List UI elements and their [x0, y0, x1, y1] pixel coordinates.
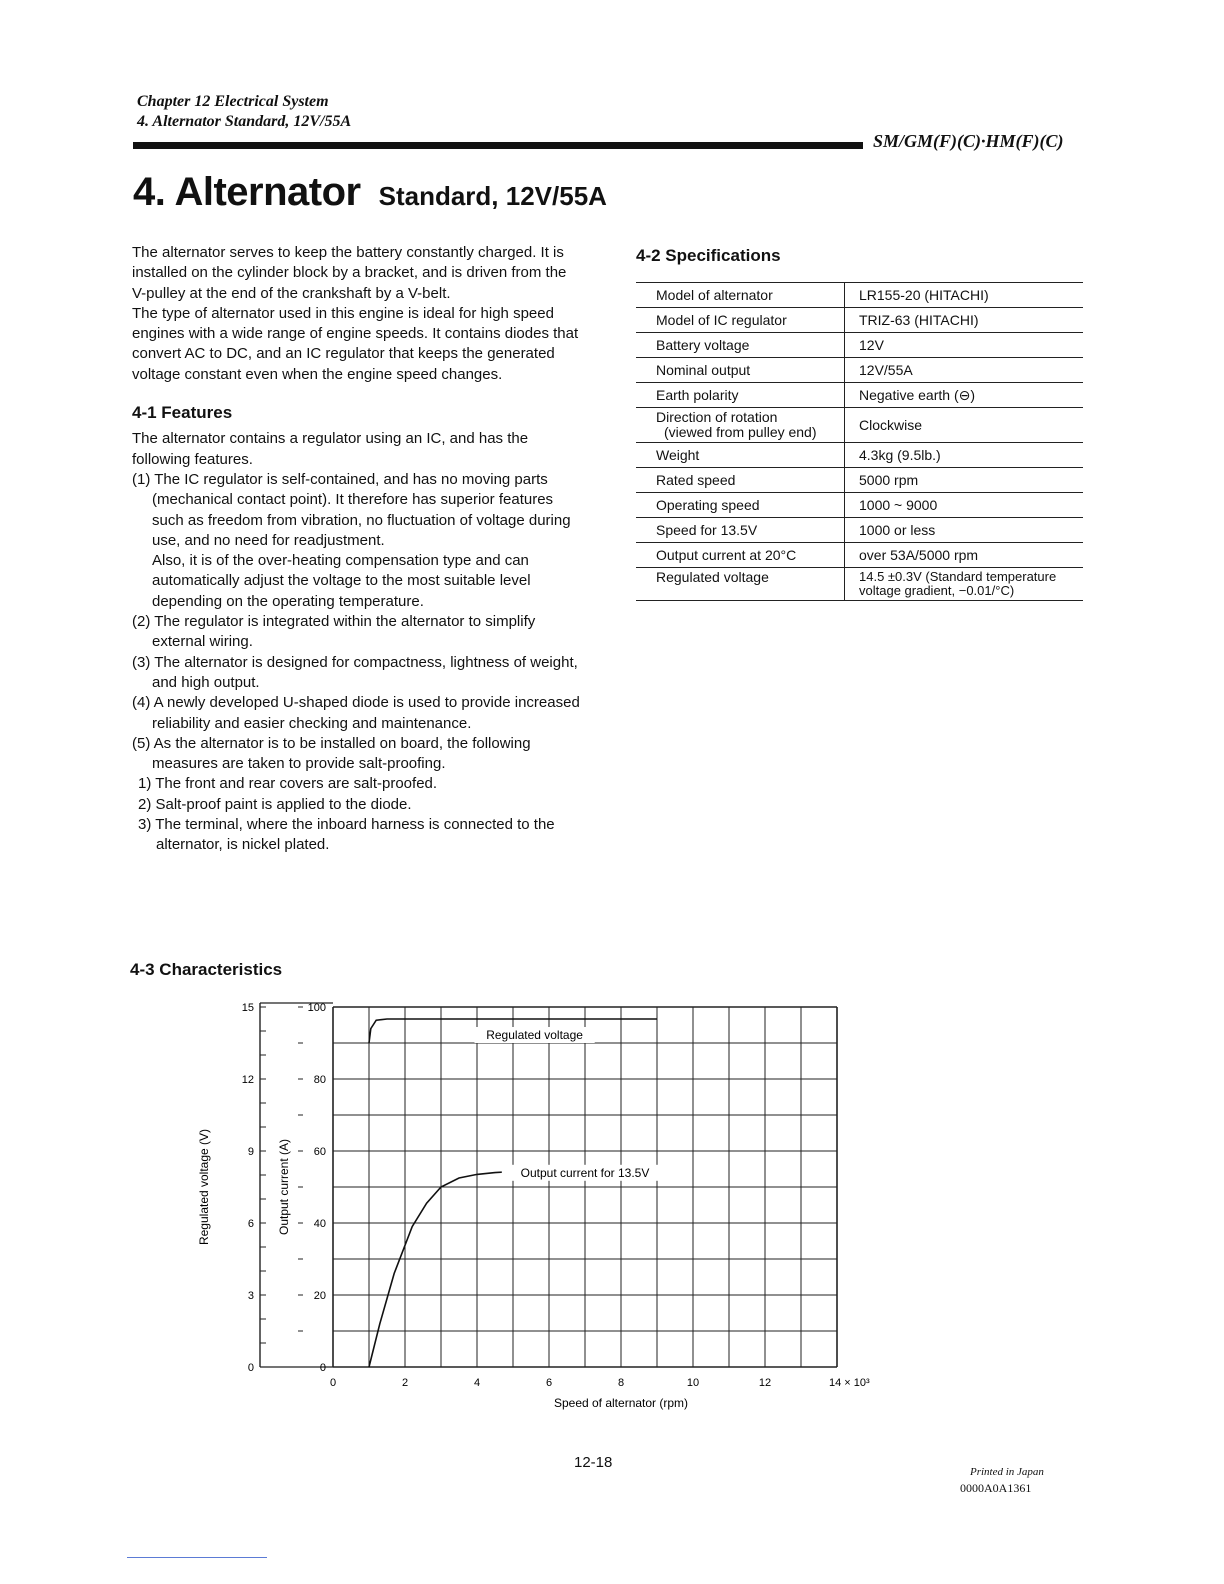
header-chapter: Chapter 12 Electrical System: [137, 93, 329, 110]
table-row: [636, 568, 1083, 601]
current-axis-label: Output current (A): [277, 1138, 291, 1236]
spec-value: 1000 or less: [845, 518, 1084, 543]
specs-table: [636, 282, 1083, 601]
current-tick-label: 80: [313, 1074, 326, 1086]
spec-key-note: (viewed from pulley end): [664, 424, 817, 440]
x-tick-label: 8: [617, 1377, 625, 1389]
spec-key: Speed for 13.5V: [636, 518, 845, 543]
table-row: [636, 408, 1083, 443]
feature-item: (5) As the alternator is to be installed on board, the following measures are taken to provide salt-proofing.: [132, 734, 531, 773]
table-row: [636, 383, 1083, 408]
spec-value: 5000 rpm: [845, 468, 1084, 493]
feature-item-continuation: Also, it is of the over-heating compensation type and can automatically adjust the voltage to the most suitable level depending on the operating temperature.: [152, 552, 531, 610]
table-row: [636, 543, 1083, 568]
footer-link-line: [127, 1557, 267, 1558]
spec-key: Model of IC regulator: [636, 308, 845, 333]
current-tick-label: 20: [313, 1290, 326, 1302]
spec-key: Nominal output: [636, 358, 845, 383]
printed-in: Printed in Japan: [970, 1466, 1044, 1478]
feature-item: (1) The IC regulator is self-contained, and has no moving parts (mechanical contact point). It therefore has superior features such as freedom from vibration, no fluctuation of voltage during use, and no need for readjustment.: [132, 470, 571, 549]
table-row: [636, 443, 1083, 468]
spec-key: Weight: [636, 443, 845, 468]
features-heading: 4-1 Features: [132, 403, 233, 423]
spec-value: Clockwise: [845, 408, 1084, 443]
voltage-tick-label: 12: [241, 1074, 254, 1086]
x-tick-label: 0: [329, 1377, 337, 1389]
series-label: Regulated voltage: [486, 1028, 583, 1042]
voltage-tick-label: 15: [241, 1002, 254, 1014]
spec-key: Battery voltage: [636, 333, 845, 358]
spec-value: over 53A/5000 rpm: [845, 543, 1084, 568]
x-tick-label: 14 × 10³: [829, 1377, 870, 1389]
spec-key: Output current at 20°C: [636, 543, 845, 568]
spec-key: Regulated voltage: [636, 568, 845, 601]
current-tick-label: 40: [313, 1218, 326, 1230]
table-row: [636, 283, 1083, 308]
table-row: [636, 308, 1083, 333]
feature-subitem: 3) The terminal, where the inboard harness is connected to the alternator, is nickel plated.: [138, 816, 555, 854]
table-row: [636, 333, 1083, 358]
model-code: SM/GM(F)(C)·HM(F)(C): [873, 131, 1064, 151]
x-tick-label: 4: [473, 1377, 481, 1389]
left-column: [132, 243, 582, 856]
header-chapter-block: [137, 92, 351, 132]
spec-key: Earth polarity: [636, 383, 845, 408]
spec-value: 12V/55A: [845, 358, 1084, 383]
voltage-tick-label: 3: [247, 1290, 254, 1302]
feature-item: (4) A newly developed U-shaped diode is used to provide increased reliability and easier checking and maintenance.: [132, 694, 580, 732]
feature-item: (3) The alternator is designed for compactness, lightness of weight, and high output.: [132, 653, 578, 691]
page-title: [133, 170, 607, 215]
specs-heading: 4-2 Specifications: [636, 246, 781, 265]
page-number: 12-18: [574, 1454, 613, 1471]
spec-value: 1000 ~ 9000: [845, 493, 1084, 518]
characteristics-heading: 4-3 Characteristics: [130, 960, 283, 979]
feature-subitem: 2) Salt-proof paint is applied to the diode.: [138, 795, 412, 813]
feature-subitem: 1) The front and rear covers are salt-proofed.: [138, 775, 438, 793]
spec-value: 4.3kg (9.5lb.): [845, 443, 1084, 468]
spec-value: Negative earth (⊖): [845, 383, 1084, 408]
title-main: 4. Alternator: [133, 170, 361, 214]
spec-value-multiline: [845, 568, 1084, 601]
table-row: [636, 358, 1083, 383]
document-serial: 0000A0A1361: [960, 1481, 1032, 1495]
current-tick-label: 0: [319, 1362, 326, 1374]
spec-value-note: voltage gradient, −0.01/°C): [859, 583, 1015, 598]
spec-key: Operating speed: [636, 493, 845, 518]
spec-key: Direction of rotation: [656, 409, 778, 425]
title-sub: Standard, 12V/55A: [378, 181, 607, 211]
spec-value: 14.5 ±0.3V (Standard temperature: [859, 569, 1057, 584]
voltage-tick-label: 6: [247, 1218, 254, 1230]
table-row: [636, 518, 1083, 543]
header-rule: [133, 142, 863, 149]
x-tick-label: 6: [545, 1377, 553, 1389]
voltage-axis-label: Regulated voltage (V): [197, 1128, 211, 1246]
spec-key-multiline: [636, 408, 845, 443]
voltage-tick-label: 0: [247, 1362, 254, 1374]
intro-paragraph: The type of alternator used in this engine is ideal for high speed engines with a wide range of engine speeds. It contains diodes that convert AC to DC, and an IC regulator that keeps the generated voltage constant even when the engine speed changes.: [132, 304, 579, 383]
spec-key: Model of alternator: [636, 283, 845, 308]
table-row: [636, 468, 1083, 493]
x-axis-label: Speed of alternator (rpm): [553, 1396, 689, 1410]
table-row: [636, 493, 1083, 518]
current-tick-label: 60: [313, 1146, 326, 1158]
features-lead: The alternator contains a regulator using an IC, and has the following features.: [132, 430, 529, 468]
series-label: Output current for 13.5V: [520, 1165, 650, 1180]
voltage-tick-label: 9: [247, 1146, 254, 1158]
characteristics-chart: [180, 990, 900, 1420]
feature-item: (2) The regulator is integrated within the alternator to simplify external wiring.: [132, 613, 536, 651]
spec-value: TRIZ-63 (HITACHI): [845, 308, 1084, 333]
header-section: 4. Alternator Standard, 12V/55A: [137, 113, 352, 130]
chart-root: [197, 1002, 870, 1410]
x-tick-label: 2: [401, 1377, 409, 1389]
spec-key: Rated speed: [636, 468, 845, 493]
x-tick-label: 12: [758, 1377, 772, 1389]
spec-value: LR155-20 (HITACHI): [845, 283, 1084, 308]
intro-paragraph: The alternator serves to keep the battery constantly charged. It is installed on the cylinder block by a bracket, and is driven from the V-pulley at the end of the crankshaft by a V-belt.: [132, 244, 567, 302]
current-tick-label: 100: [307, 1002, 326, 1014]
spec-value: 12V: [845, 333, 1084, 358]
x-tick-label: 10: [686, 1377, 700, 1389]
